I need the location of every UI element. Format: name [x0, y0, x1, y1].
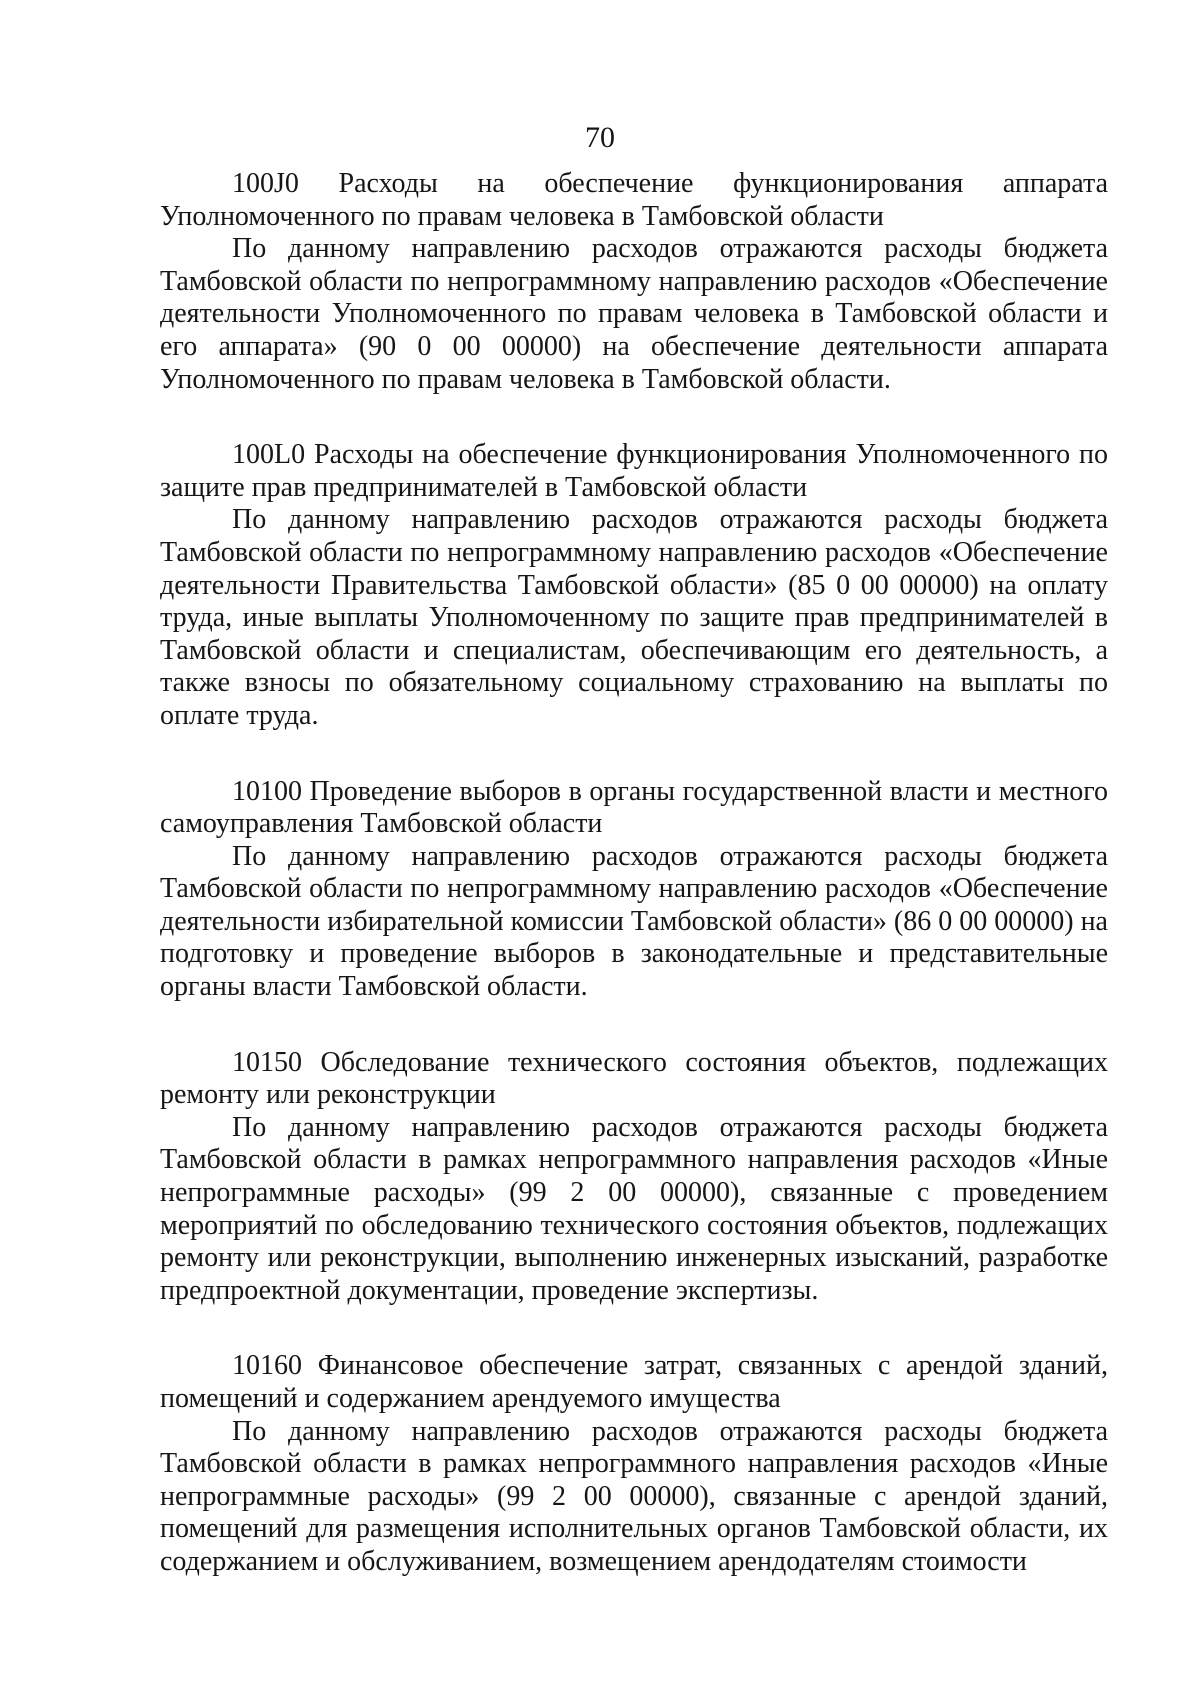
section-heading: 10150 Обследование технического состояния объектов, подлежащих ремонту или реконструкции [160, 1046, 1108, 1111]
section-body: По данному направлению расходов отражаются расходы бюджета Тамбовской области в рамках непрограммного направления расходов «Иные непрограммные расходы» (99 2 00 00000), связанные с проведением мероприятий по обследованию технического состояния объектов, подлежащих ремонту или реконструкции, выполнению инженерных изысканий, разработке предпроектной документации, проведение экспертизы. [160, 1111, 1108, 1306]
section-body: По данному направлению расходов отражаются расходы бюджета Тамбовской области по непрограммному направлению расходов «Обеспечение деятельности Уполномоченного по правам человека в Тамбовской области и его аппарата» (90 0 00 00000) на обеспечение деятельности аппарата Уполномоченного по правам человека в Тамбовской области. [160, 233, 1108, 395]
section-body: По данному направлению расходов отражаются расходы бюджета Тамбовской области в рамках непрограммного направления расходов «Иные непрограммные расходы» (99 2 00 00000), связанные с арендой зданий, помещений для размещения исполнительных органов Тамбовской области, их содержанием и обслуживанием, возмещением арендодателям стоимости [160, 1415, 1108, 1577]
section-10100 [160, 776, 1108, 1004]
section-10150 [160, 1047, 1108, 1308]
section-body: По данному направлению расходов отражаются расходы бюджета Тамбовской области по непрограммному направлению расходов «Обеспечение деятельности Правительства Тамбовской области» (85 0 00 00000) на оплату труда, иные выплаты Уполномоченному по защите прав предпринимателей в Тамбовской области и специалистам, обеспечивающим его деятельность, а также взносы по обязательному социальному страхованию на выплаты по оплате труда. [160, 504, 1108, 731]
page-number: 70 [585, 121, 615, 154]
section-100l0 [160, 439, 1108, 732]
section-heading: 10160 Финансовое обеспечение затрат, связанных с арендой зданий, помещений и содержанием арендуемого имущества [160, 1350, 1108, 1414]
section-heading: 10100 Проведение выборов в органы государственной власти и местного самоуправления Тамбовской области [160, 775, 1108, 840]
section-100j0 [160, 168, 1108, 396]
section-heading: 100L0 Расходы на обеспечение функционирования Уполномоченного по защите прав предпринимателей в Тамбовской области [160, 439, 1108, 503]
section-10160 [160, 1350, 1108, 1578]
section-body: По данному направлению расходов отражаются расходы бюджета Тамбовской области по непрограммному направлению расходов «Обеспечение деятельности избирательной комиссии Тамбовской области» (86 0 00 00000) на подготовку и проведение выборов в законодательные и представительные органы власти Тамбовской области. [160, 840, 1108, 1003]
document-body [160, 168, 1108, 1579]
section-heading: 100J0 Расходы на обеспечение функционирования аппарата Уполномоченного по правам человека в Тамбовской области [160, 168, 1108, 232]
